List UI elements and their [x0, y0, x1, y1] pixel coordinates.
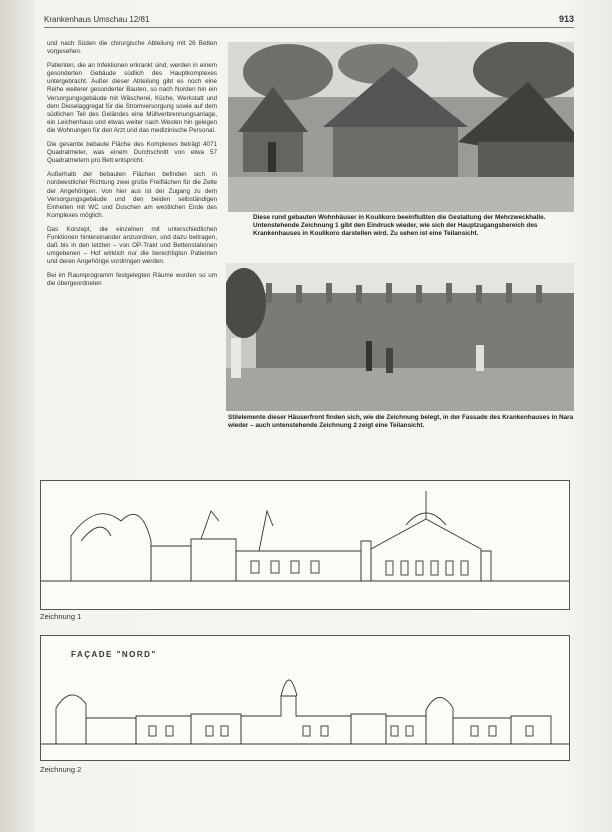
body-text-column	[47, 40, 217, 295]
drawing1-label: Zeichnung 1	[40, 612, 82, 621]
paragraph: und nach Süden die chirurgische Abteilung mit 26 Betten vorgesehen.	[47, 40, 217, 56]
paragraph: Bei im Raumprogramm festgelegten Räume wurden so um die übergeordneten	[47, 272, 217, 288]
photo1-caption: Diese rund gebauten Wohnhäuser in Koulikoro beeinflußten die Gestaltung der Mehrzweckhalle. Untenstehende Zeichnung 1 gibt den Eindruck wieder, wie sich der Hauptzugangsbereich des Krankenhauses in Koulikoro darstellen wird. Zu sehen ist eine Teilansicht.	[253, 214, 546, 238]
header-title: Krankenhaus Umschau 12/81	[44, 15, 150, 24]
photo-house-front	[226, 263, 574, 411]
paragraph: Das Konzept, die einzelnen mit unterschiedlichen Funktionen hintereinander anzuordnen, und dazu beitragen, daß bis in den letzten – von OP-Trakt und Bettenstationen umgebenen – Hof wirklich nur die berechtigten Patienten und deren Angehörige vordringen werden.	[47, 225, 217, 266]
paragraph: Patienten, die an Infektionen erkrankt sind, werden in einem gesonderten Gebäude südlich des Hauptkomplexes untergebracht. Außer dieser Abteilung gibt es noch eine Reihe weiterer gesonderter Bauten, so nach Norden hin ein Versorgungsgebäude mit Wäscherei, Küche, Werkstatt und dem Dieselaggregat für die Stromversorgung sowie auf dem südlichen Teil des Geländes eine Müllverbrennungsanlage, ein Leichenhaus und etwas weiter nach Westen hin gelegen die Wohnungen für den Arzt und das medizinische Personal.	[47, 62, 217, 134]
photo-round-houses	[228, 42, 574, 212]
running-header	[44, 13, 574, 28]
paragraph: Die gesamte bebaute Fläche des Komplexes beträgt 4071 Quadratmeter, was einem Durchschnitt von etwa 57 Quadratmetern pro Bett entspricht.	[47, 141, 217, 165]
page-binding-edge	[0, 0, 34, 832]
architectural-drawing-1	[40, 480, 570, 610]
facade-title: FAÇADE "NORD"	[71, 650, 157, 659]
page-number: 913	[558, 14, 574, 24]
photo2-caption: Stilelemente dieser Häuserfront finden sich, wie die Zeichnung belegt, in der Fassade des Krankenhauses in Nara wieder – auch untenstehende Zeichnung 2 zeigt eine Teilansicht.	[228, 414, 574, 430]
paragraph: Außerhalb der bebauten Flächen befinden sich in nordwestlicher Richtung zwei große Freiflächen für die Zelte der Angehörigen. Von hier aus ist der Zugang zu dem Versorgungsgebäude und den beiden selbständigen Einheiten mit WC und Duschen am westlichen Ende des Komplexes möglich.	[47, 171, 217, 219]
drawing2-label: Zeichnung 2	[40, 765, 82, 774]
architectural-drawing-2	[40, 635, 570, 761]
